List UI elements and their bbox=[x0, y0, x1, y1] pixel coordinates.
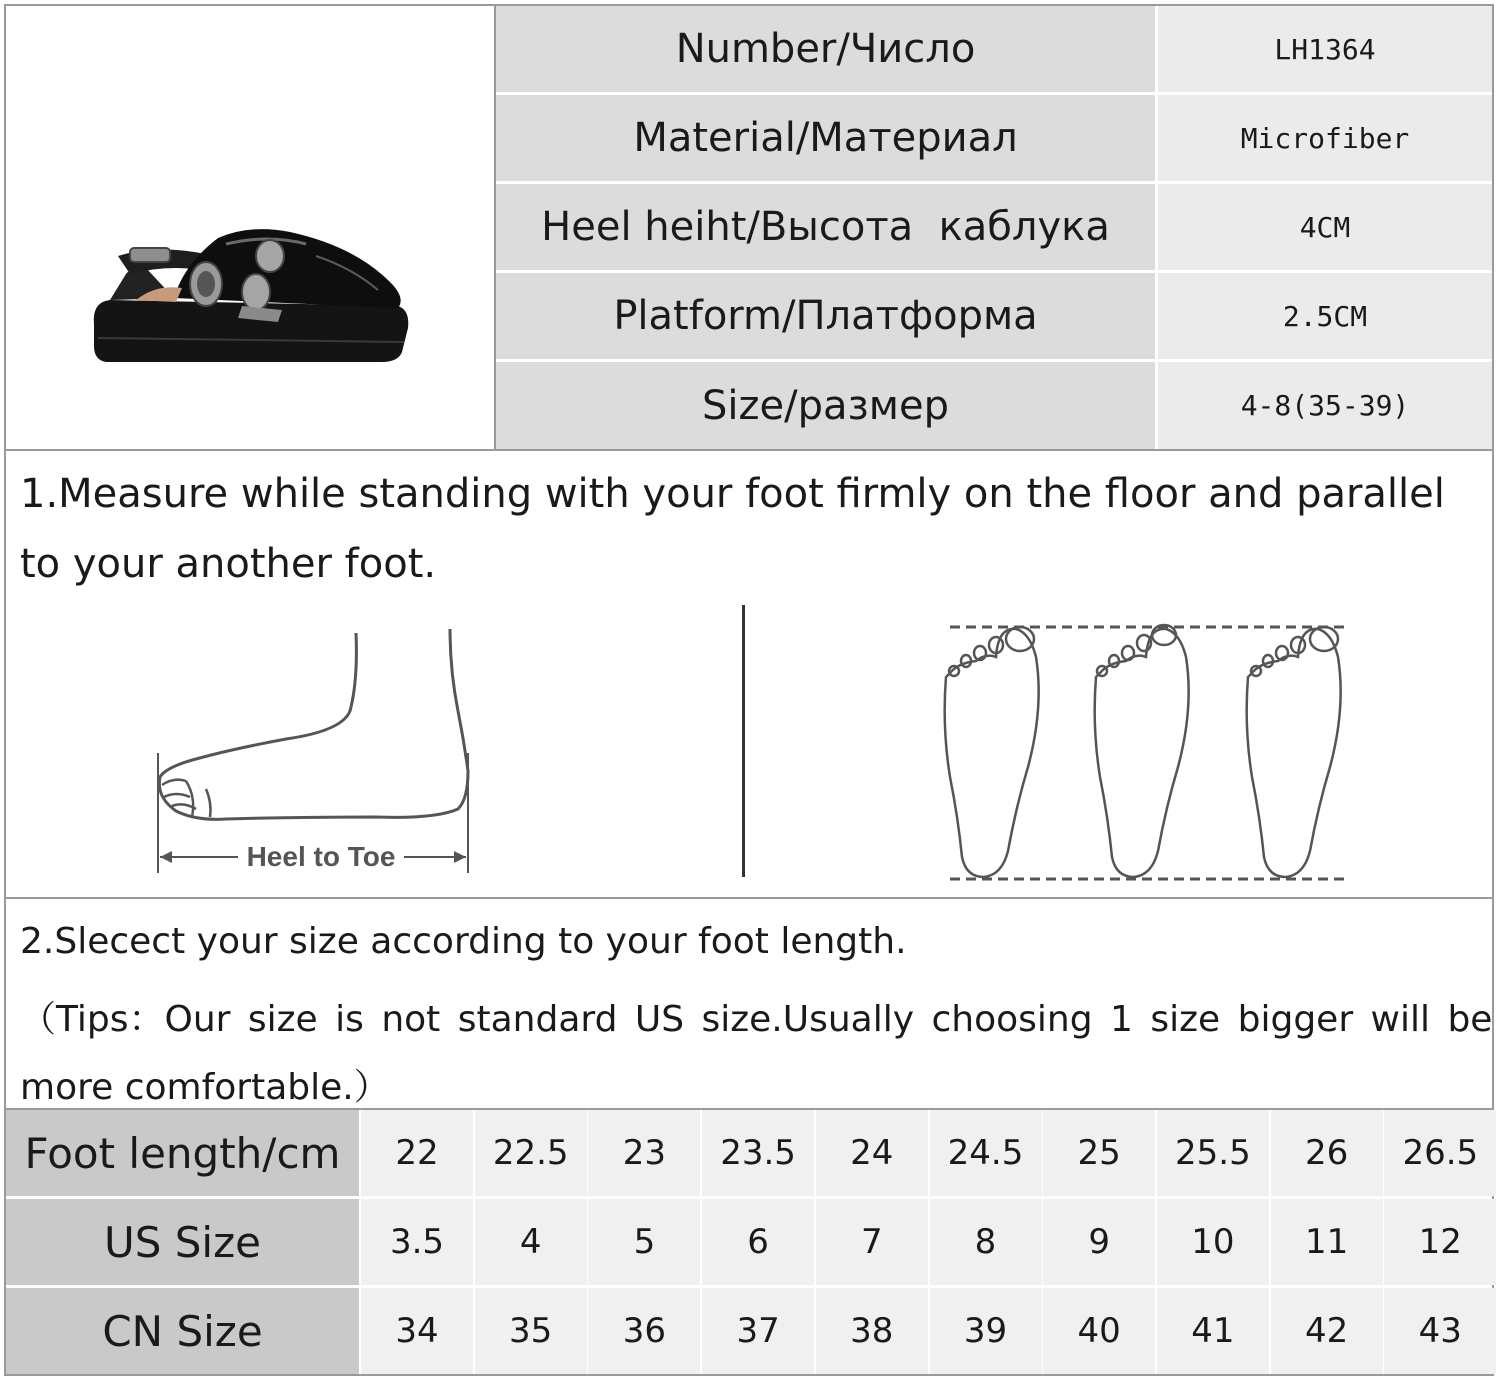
size-cell: 41 bbox=[1157, 1288, 1269, 1374]
feet-top-view-illustration bbox=[936, 617, 1356, 881]
size-cell: 8 bbox=[930, 1199, 1042, 1285]
size-cell: 26 bbox=[1271, 1110, 1383, 1196]
heel-to-toe-label: Heel to Toe bbox=[246, 841, 396, 872]
size-chart-sheet bbox=[4, 4, 1494, 1376]
spec-row-heel-height bbox=[496, 184, 1492, 272]
spec-table bbox=[6, 6, 1492, 449]
spec-row-size bbox=[496, 362, 1492, 449]
size-cell: 25 bbox=[1043, 1110, 1155, 1196]
spec-value: Microfiber bbox=[1158, 95, 1492, 181]
size-cell: 36 bbox=[588, 1288, 700, 1374]
size-cell: 23.5 bbox=[702, 1110, 814, 1196]
spec-value: LH1364 bbox=[1158, 6, 1492, 92]
spec-row-material bbox=[496, 95, 1492, 183]
spec-label: Size/размер bbox=[496, 362, 1158, 449]
size-cell: 43 bbox=[1384, 1288, 1496, 1374]
measure-instructions bbox=[6, 449, 1492, 899]
size-cell: 23 bbox=[588, 1110, 700, 1196]
size-cell: 24.5 bbox=[930, 1110, 1042, 1196]
size-cell: 40 bbox=[1043, 1288, 1155, 1374]
figure-divider bbox=[742, 605, 745, 877]
instruction-line: 1.Measure while standing with your foot firmly on the floor and parallel bbox=[20, 471, 1445, 517]
size-cell: 12 bbox=[1384, 1199, 1496, 1285]
size-cell: 11 bbox=[1271, 1199, 1383, 1285]
size-cell: 39 bbox=[930, 1288, 1042, 1374]
instruction-line: 2.Slecect your size according to your foot length. bbox=[20, 921, 907, 962]
size-cell: 10 bbox=[1157, 1199, 1269, 1285]
spec-value: 4CM bbox=[1158, 184, 1492, 270]
shoe-image bbox=[6, 6, 496, 449]
spec-row-platform bbox=[496, 273, 1492, 361]
size-cell: 5 bbox=[588, 1199, 700, 1285]
spec-value: 2.5CM bbox=[1158, 273, 1492, 359]
spec-label: Material/Материал bbox=[496, 95, 1158, 181]
select-size-instructions bbox=[6, 899, 1492, 1109]
size-cell: 22 bbox=[361, 1110, 473, 1196]
size-cell: 25.5 bbox=[1157, 1110, 1269, 1196]
size-row-header: Foot length/cm bbox=[6, 1110, 359, 1196]
size-cell: 6 bbox=[702, 1199, 814, 1285]
size-row-foot-length bbox=[6, 1110, 1492, 1198]
size-conversion-table bbox=[6, 1108, 1492, 1374]
size-row-header: US Size bbox=[6, 1199, 359, 1285]
size-cell: 26.5 bbox=[1384, 1110, 1496, 1196]
size-cell: 9 bbox=[1043, 1199, 1155, 1285]
tips-line: （Tips：Our size is not standard US size.Usually choosing 1 size bigger will be bbox=[20, 999, 1493, 1040]
size-row-cn bbox=[6, 1288, 1492, 1376]
measure-instruction-text bbox=[20, 459, 1480, 599]
tips-line: more comfortable.） bbox=[20, 1067, 390, 1108]
size-cell: 22.5 bbox=[475, 1110, 587, 1196]
size-cell: 7 bbox=[816, 1199, 928, 1285]
size-cell: 38 bbox=[816, 1288, 928, 1374]
spec-label: Heel heiht/Высота каблука bbox=[496, 184, 1158, 270]
spec-value: 4-8(35-39) bbox=[1158, 362, 1492, 449]
size-cell: 3.5 bbox=[361, 1199, 473, 1285]
instruction-line: to your another foot. bbox=[20, 541, 437, 587]
size-row-us bbox=[6, 1199, 1492, 1287]
spec-label: Platform/Платформа bbox=[496, 273, 1158, 359]
size-cell: 37 bbox=[702, 1288, 814, 1374]
size-cell: 4 bbox=[475, 1199, 587, 1285]
spec-label: Number/Число bbox=[496, 6, 1158, 92]
foot-side-view-illustration bbox=[146, 621, 476, 881]
spec-row-number bbox=[496, 6, 1492, 94]
size-cell: 42 bbox=[1271, 1288, 1383, 1374]
product-photo-cell bbox=[6, 6, 496, 449]
size-cell: 34 bbox=[361, 1288, 473, 1374]
size-cell: 35 bbox=[475, 1288, 587, 1374]
size-row-header: CN Size bbox=[6, 1288, 359, 1374]
size-cell: 24 bbox=[816, 1110, 928, 1196]
